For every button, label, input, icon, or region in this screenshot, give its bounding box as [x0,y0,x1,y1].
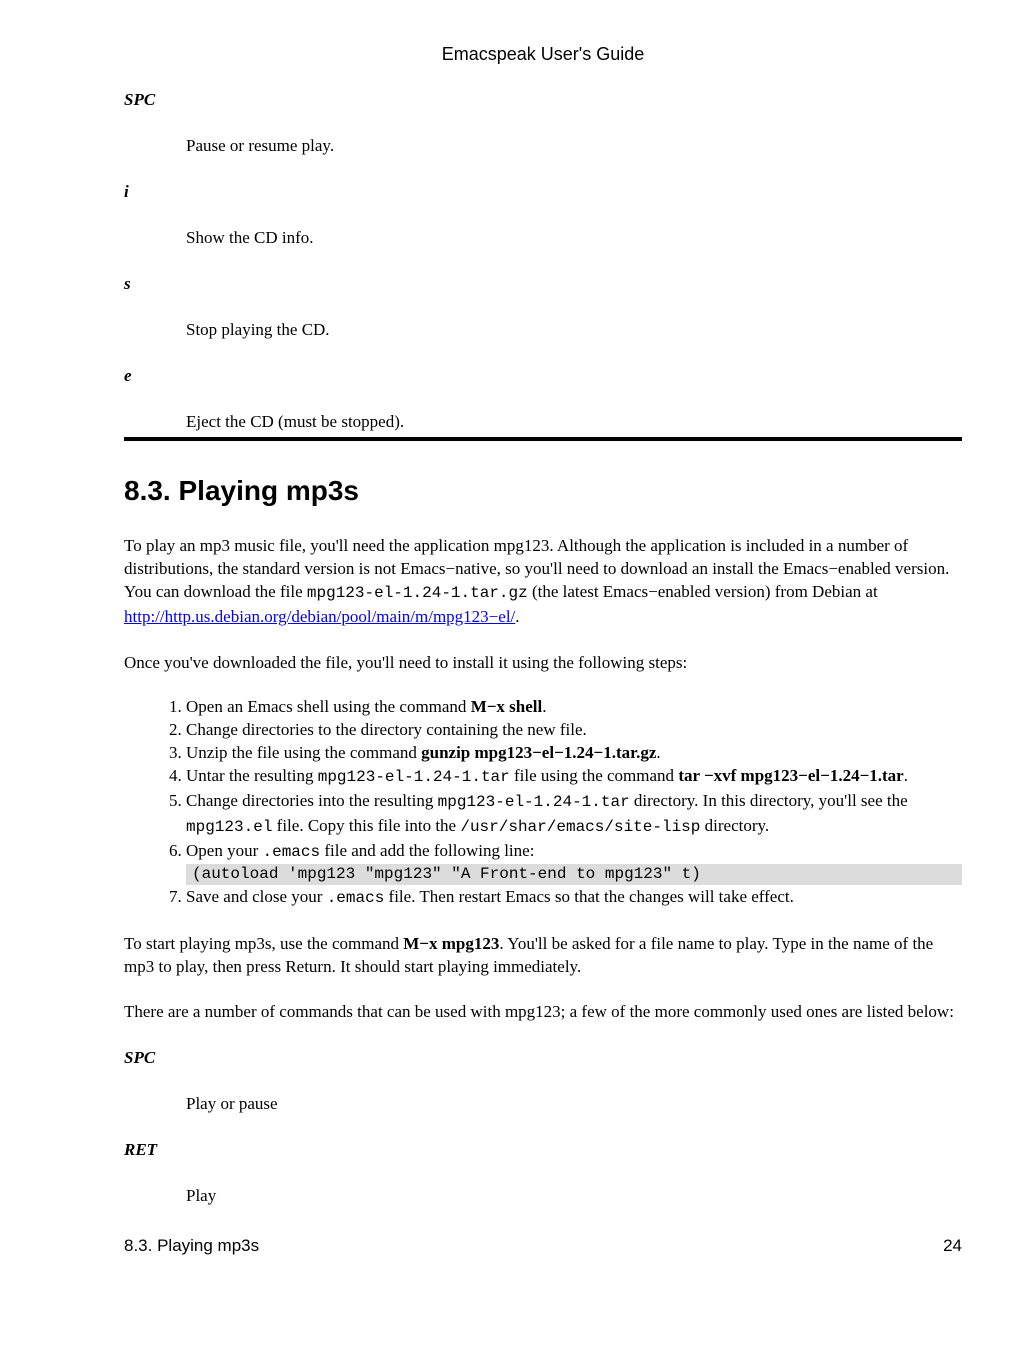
bold-command: M−x shell [470,697,543,716]
command-key: SPC [124,1048,156,1067]
text-segment: To play an mp3 music file, you'll need the application mpg123. Although the application is included in a number of distributions, the standard version is not Emacs−native, so you'll need to download an install the Emacs−enabled version. You can download the file [124,536,950,601]
text-segment: file using the command [509,766,679,785]
autoload-code-block: (autoload 'mpg123 "mpg123" "A Front-end to mpg123" t) [186,864,962,885]
page-footer [124,1236,962,1256]
debian-download-link[interactable]: http://http.us.debian.org/debian/pool/main/m/mpg123−el/ [124,607,516,626]
step-item [186,741,962,764]
text-segment: . You'll be asked for a file name to play. Type in the name of the mp3 to play, then press Return. It should start playing immediately. [124,934,934,976]
text-segment: Open your [186,841,263,860]
text-segment: . [903,766,908,785]
bold-command: M−x mpg123 [403,934,500,953]
text-segment: Open an Emacs shell using the command [186,697,471,716]
command-description: Pause or resume play. [186,136,335,155]
paragraph-steps-intro: Once you've downloaded the file, you'll need to install it using the following steps: [124,653,688,672]
inline-code-path: /usr/shar/emacs/site-lisp [460,818,701,836]
bold-command: tar −xvf mpg123−el−1.24−1.tar [678,766,904,785]
command-description: Show the CD info. [186,228,314,247]
inline-code-filename: .emacs [326,889,385,907]
install-steps-list [124,695,962,910]
text-segment: Change directories into the resulting [186,791,438,810]
paragraph-commands-intro: There are a number of commands that can be used with mpg123; a few of the more commonly used ones are listed below: [124,1002,954,1021]
inline-code-filename: .emacs [262,843,321,861]
command-description: Play or pause [186,1094,278,1113]
command-description: Stop playing the CD. [186,320,330,339]
text-segment: file. Copy this file into the [272,816,461,835]
text-segment: . [656,743,661,762]
step-item [186,789,962,839]
text-segment: (the latest Emacs−enabled version) from Debian at [527,582,878,601]
step-item [186,764,962,789]
paragraph-start-playing [124,932,962,978]
section-heading: 8.3. Playing mp3s [124,475,359,506]
text-segment: . [542,697,547,716]
inline-code-filename: mpg123-el-1.24-1.tar [437,793,630,811]
command-key: RET [124,1140,158,1159]
inline-code-filename: mpg123.el [186,818,273,836]
cd-command-list [124,88,962,433]
inline-code-filename: mpg123-el-1.24-1.tar.gz [306,584,528,602]
command-key: SPC [124,90,156,109]
text-segment: Untar the resulting [186,766,318,785]
header-title: Emacspeak User's Guide [441,44,645,64]
command-description: Play [186,1186,217,1205]
paragraph-intro [124,534,962,628]
command-key: i [124,182,129,201]
footer-section-label: 8.3. Playing mp3s [124,1236,260,1255]
text-segment: . [515,607,520,626]
footer-page-number: 24 [943,1236,962,1255]
text-segment: file. Then restart Emacs so that the changes will take effect. [384,887,794,906]
text-segment: Change directories to the directory containing the new file. [186,720,587,739]
mp3-command-list [124,1046,962,1207]
text-segment: Save and close your [186,887,327,906]
bold-command: gunzip mpg123−el−1.24−1.tar.gz [421,743,657,762]
step-item [186,695,962,718]
inline-code-filename: mpg123-el-1.24-1.tar [317,768,510,786]
section-divider [124,437,962,441]
command-key: s [124,274,131,293]
step-item [186,718,962,741]
command-key: e [124,366,132,385]
text-segment: directory. In this directory, you'll see the [629,791,908,810]
text-segment: To start playing mp3s, use the command [124,934,404,953]
text-segment: directory. [700,816,770,835]
step-item [186,839,962,885]
step-item [186,885,962,910]
command-description: Eject the CD (must be stopped). [186,412,405,431]
text-segment: Unzip the file using the command [186,743,422,762]
text-segment: file and add the following line: [320,841,535,860]
